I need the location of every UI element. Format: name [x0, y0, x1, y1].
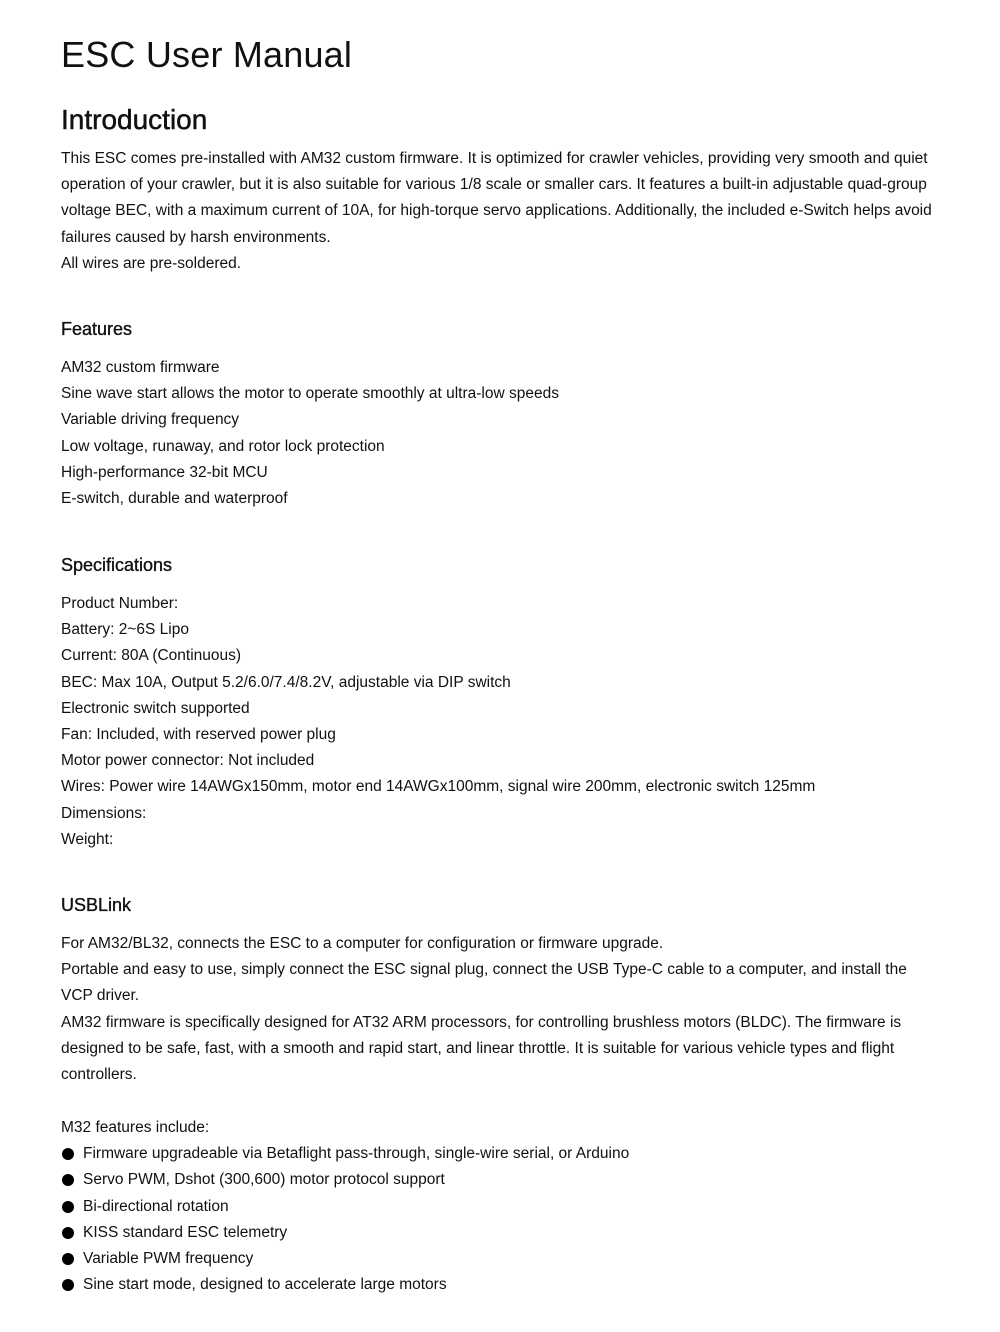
introduction-note: All wires are pre-soldered.: [61, 254, 242, 272]
list-item: AM32 custom firmware: [61, 359, 220, 376]
bullet-icon: [62, 1279, 74, 1291]
bullet-item: [61, 1194, 941, 1220]
features-list: [61, 355, 941, 512]
spec-item: Current: 80A (Continuous): [61, 647, 242, 665]
usblink-paragraph: For AM32/BL32, connects the ESC to a computer for configuration or firmware upgrade.: [61, 935, 664, 952]
bullet-item: [61, 1246, 941, 1272]
specifications-heading: Specifications: [61, 555, 173, 575]
usblink-feature-list: [61, 1141, 941, 1298]
spec-item: Motor power connector: Not included: [61, 752, 315, 770]
page-title: ESC User Manual: [61, 34, 353, 75]
usblink-features-intro: M32 features include:: [61, 1119, 210, 1136]
spec-item: Electronic switch supported: [61, 699, 250, 717]
bullet-icon: [62, 1201, 74, 1213]
list-item: High-performance 32-bit MCU: [61, 463, 268, 481]
bullet-icon: [62, 1174, 74, 1186]
spec-item: BEC: Max 10A, Output 5.2/6.0/7.4/8.2V, adjustable via DIP switch: [61, 673, 511, 691]
usblink-paragraph: AM32 firmware is specifically designed for AT32 ARM processors, for controlling brushless motors (BLDC). The firmware is designed to be safe, fast, with a smooth and rapid start, and linear throttle. It is suitable for various vehicle types and flight controllers.: [61, 1013, 902, 1084]
bullet-text: KISS standard ESC telemetry: [83, 1223, 288, 1241]
spec-item: Wires: Power wire 14AWGx150mm, motor end 14AWGx100mm, signal wire 200mm, electronic switch 125mm: [61, 778, 816, 796]
usblink-features: [61, 1115, 941, 1298]
bullet-item: [61, 1167, 941, 1193]
introduction-paragraph: This ESC comes pre-installed with AM32 custom firmware. It is optimized for crawler vehicles, providing very smooth and quiet operation of your crawler, but it is also suitable for various 1/8 scale or smaller cars. It features a built-in adjustable quad-group voltage BEC, with a maximum current of 10A, for high-torque servo applications. Additionally, the included e-Switch helps avoid failures caused by harsh environments.: [61, 150, 932, 246]
bullet-text: Variable PWM frequency: [83, 1250, 254, 1268]
introduction-body: [61, 146, 941, 277]
spec-item: Product Number:: [61, 595, 179, 612]
spec-item: Weight:: [61, 830, 114, 848]
list-item: E-switch, durable and waterproof: [61, 490, 288, 508]
list-item: Sine wave start allows the motor to operate smoothly at ultra-low speeds: [61, 385, 559, 403]
spec-item: Fan: Included, with reserved power plug: [61, 726, 336, 744]
list-item: Low voltage, runaway, and rotor lock protection: [61, 437, 385, 455]
bullet-icon: [62, 1253, 74, 1265]
bullet-text: Servo PWM, Dshot (300,600) motor protocol support: [83, 1171, 445, 1189]
bullet-item: [61, 1272, 941, 1298]
bullet-item: [61, 1220, 941, 1246]
usblink-heading: USBLink: [61, 895, 132, 915]
bullet-item: [61, 1141, 941, 1167]
features-heading: Features: [61, 319, 133, 339]
bullet-text: Sine start mode, designed to accelerate large motors: [83, 1276, 447, 1294]
bullet-text: Firmware upgradeable via Betaflight pass-through, single-wire serial, or Arduino: [83, 1145, 630, 1163]
list-item: Variable driving frequency: [61, 411, 240, 429]
introduction-heading: Introduction: [61, 104, 208, 135]
spec-item: Battery: 2~6S Lipo: [61, 621, 189, 639]
usblink-body: [61, 931, 941, 1088]
bullet-text: Bi-directional rotation: [83, 1197, 229, 1215]
bullet-icon: [62, 1227, 74, 1239]
specifications-list: [61, 591, 941, 853]
usblink-paragraph: Portable and easy to use, simply connect the ESC signal plug, connect the USB Type-C cable to a computer, and install the VCP driver.: [61, 961, 907, 1005]
bullet-icon: [62, 1148, 74, 1160]
spec-item: Dimensions:: [61, 804, 147, 822]
